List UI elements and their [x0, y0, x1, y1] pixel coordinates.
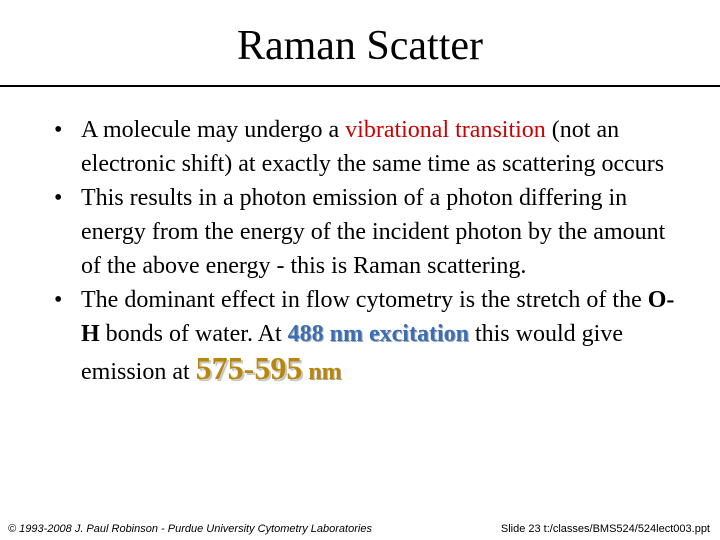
- bullet-item-3: [50, 283, 690, 389]
- footer-slide-info: Slide 23 t:/classes/BMS524/524lect003.ppt: [500, 523, 710, 535]
- bullet-text-segment: A molecule may undergo a: [81, 117, 346, 143]
- bullet-text-segment: (not an electronic shift) at exactly the same time as scattering occurs: [81, 117, 665, 177]
- bullet-list: [50, 113, 690, 389]
- footer-copyright: © 1993-2008 J. Paul Robinson - Purdue University Cytometry Laboratories: [8, 523, 372, 535]
- bullet-item-1: [50, 113, 690, 181]
- highlight-emission-unit: nm: [308, 359, 342, 385]
- bullet-text-segment: The dominant effect in flow cytometry is the stretch of the: [81, 287, 648, 313]
- highlight-emission-range: 575-595: [195, 350, 303, 386]
- bullet-item-2: [50, 181, 690, 283]
- bullet-text-segment: bonds of water. At: [99, 321, 288, 347]
- highlight-vibrational-transition: vibrational transition: [345, 117, 546, 143]
- bullet-text-segment: This results in a photon emission of a photon differing in energy from the energy of the incident photon by the amount of the above energy - this is Raman scattering.: [81, 185, 666, 279]
- highlight-excitation-wavelength: 488 nm excitation: [287, 321, 469, 347]
- bold-oh-bond: O-H: [81, 287, 675, 347]
- bullet-glyph: •: [54, 185, 63, 211]
- slide-title: Raman Scatter: [236, 23, 484, 69]
- title-divider: [0, 85, 720, 87]
- bullet-glyph: •: [54, 117, 63, 143]
- bullet-text-segment: this would give emission at: [81, 321, 623, 385]
- bullet-glyph: •: [54, 287, 63, 313]
